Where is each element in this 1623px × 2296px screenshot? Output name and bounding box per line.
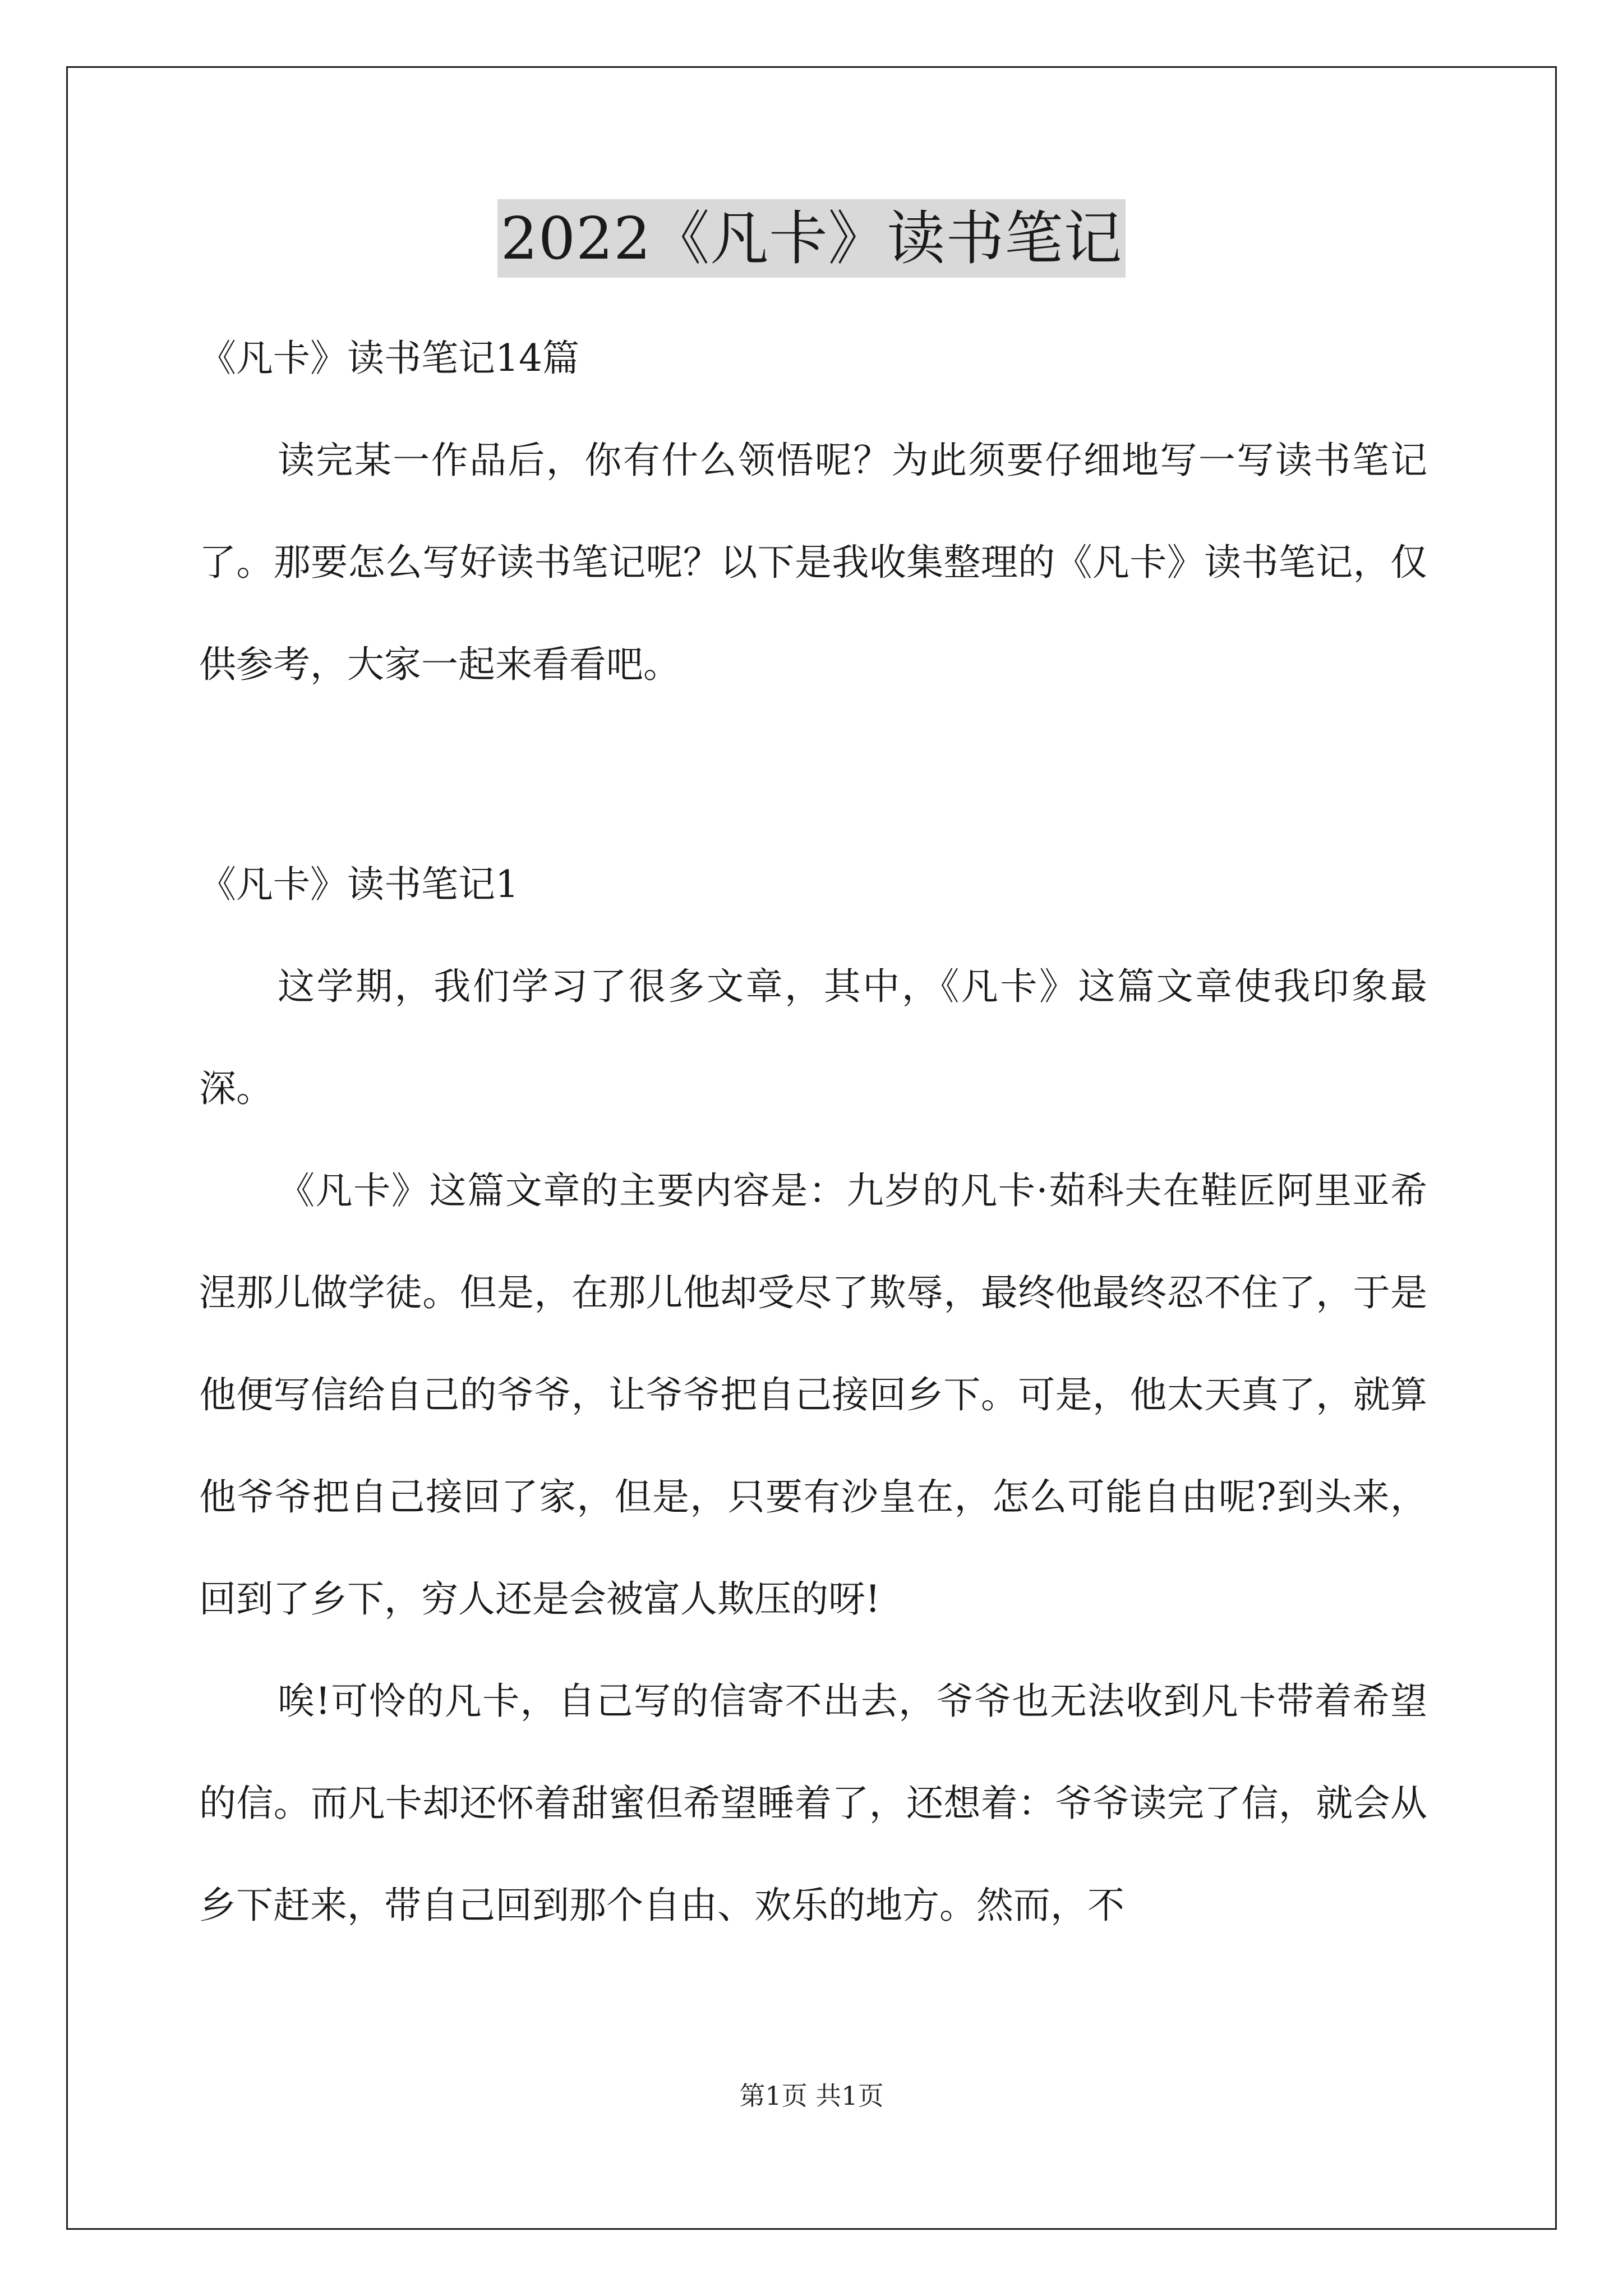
title-container [0, 199, 1623, 278]
body-paragraph: 这学期，我们学习了很多文章，其中，《凡卡》这篇文章使我印象最深。 [199, 965, 1427, 1110]
body-paragraph: 《凡卡》这篇文章的主要内容是：九岁的凡卡·茹科夫在鞋匠阿里亚希涅那儿做学徒。但是，在那儿他却受尽了欺辱，最终他最终忍不住了，于是他便写信给自己的爷爷，让爷爷把自己接回乡下。可是，他太天真了，就算他爷爷把自己接回了家，但是，只要有沙皇在，怎么可能自由呢?到头来，回到了乡下，穷人还是会被富人欺压的呀! [199, 1169, 1427, 1621]
document-subtitle: 《凡卡》读书笔记14篇 [199, 337, 579, 380]
page-footer: 第1页 共1页 [739, 2081, 884, 2111]
section-spacer [199, 716, 1427, 834]
body-paragraph: 唉!可怜的凡卡，自己写的信寄不出去，爷爷也无法收到凡卡带着希望的信。而凡卡却还怀着甜蜜但希望睡着了，还想着：爷爷读完了信，就会从乡下赶来，带自己回到那个自由、欢乐的地方。然而，不 [199, 1680, 1427, 1927]
section-heading: 《凡卡》读书笔记1 [199, 863, 519, 906]
document-body [199, 307, 1427, 1957]
document-title: 2022《凡卡》读书笔记 [497, 199, 1126, 278]
intro-paragraph: 读完某一作品后，你有什么领悟呢？为此须要仔细地写一写读书笔记了。那要怎么写好读书笔记呢？以下是我收集整理的《凡卡》读书笔记，仅供参考，大家一起来看看吧。 [199, 439, 1427, 686]
